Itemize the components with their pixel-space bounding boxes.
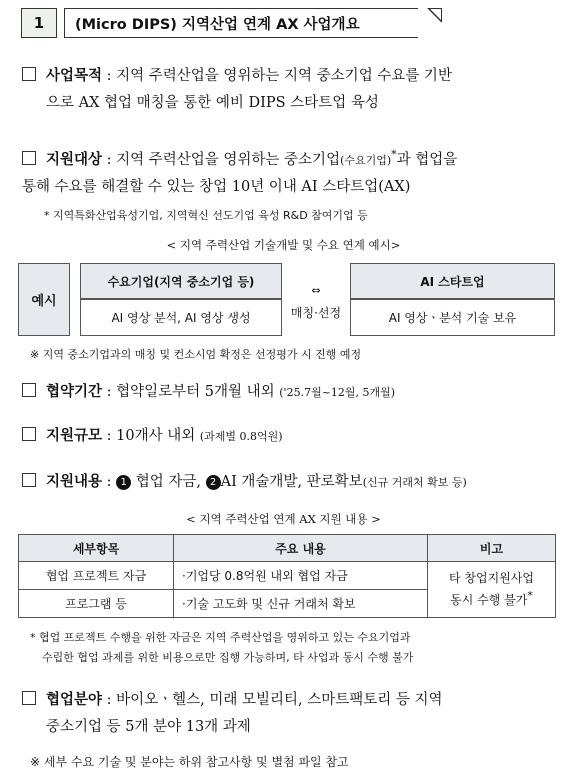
checkbox-icon	[22, 383, 36, 397]
target-footnote: * 지역특화산업육성기업, 지역혁신 선도기업 육성 R&D 참여기업 등	[44, 209, 368, 222]
swap-arrow-icon: ⇔	[311, 284, 321, 297]
field-line2: 중소기업 등 5개 분야 13개 과제	[46, 719, 251, 735]
scale-paragraph: 지원규모 : 10개사 내외 (과제별 0.8억원)	[22, 423, 557, 450]
field-note: ※ 세부 수요 기술 및 분야는 하위 참고사항 및 별첨 파일 참고	[30, 755, 349, 769]
section-number: 1	[21, 8, 57, 38]
checkbox-icon	[22, 473, 36, 487]
checkbox-icon	[22, 427, 36, 441]
table-row	[19, 562, 556, 590]
demand-company-body: AI 영상 분석, AI 영상 생성	[80, 299, 282, 336]
folded-corner-icon	[418, 8, 442, 38]
table-cell-item: 협업 프로젝트 자금	[19, 562, 174, 590]
content-paragraph: 지원내용 : 1 협업 자금, 2 AI 개술개발, 판로확보(신규 거래처 확보 등)	[22, 469, 557, 496]
table-cell-item: 프로그램 등	[19, 590, 174, 618]
matching-label: 매칭·선정	[290, 306, 342, 320]
checkbox-icon	[22, 67, 36, 81]
target-label: 지원대상	[46, 151, 103, 168]
content-caption: < 지역 주력산업 연계 AX 지원 내용 >	[186, 512, 381, 526]
example-note: ※ 지역 중소기업과의 매칭 및 컨소시엄 확정은 선정평가 시 진행 예정	[30, 348, 362, 361]
field-label: 협업분야	[46, 692, 103, 708]
section-title-text: (Micro DIPS) 지역산업 연계 AX 사업개요	[75, 16, 360, 33]
content-footnote: * 협업 프로젝트 수행을 위한 자금은 지역 주력산업을 영위하고 있는 수요기업과 수립한 협업 과제를 위한 비용으로만 집행 가능하며, 타 사업과 동시 수행 불가	[30, 631, 414, 664]
section-title	[64, 8, 442, 38]
table-cell-detail: ·기업당 0.8억원 내외 협업 자금	[174, 562, 428, 590]
table-header-row	[19, 535, 556, 562]
period-paragraph: 협약기간 : 협약일로부터 5개월 내외 ('25.7월~12월, 5개월)	[22, 379, 557, 406]
checkbox-icon	[22, 151, 36, 165]
scale-label: 지원규모	[46, 428, 103, 444]
support-content-table	[18, 534, 556, 618]
table-header-cell: 세부항목	[19, 535, 174, 562]
demand-company-header: 수요기업(지역 중소기업 등)	[80, 263, 282, 299]
target-line2: 통해 수요를 해결할 수 있는 창업 10년 이내 AI 스타트업(AX)	[22, 178, 411, 195]
purpose-paragraph: 사업목적 : 지역 주력산업을 영위하는 지역 중소기업 수요를 기반 으로 AX 협업 매칭을 통한 예비 DIPS 스타트업 육성	[22, 63, 557, 117]
purpose-label: 사업목적	[46, 68, 103, 84]
circle-number-1-icon: 1	[116, 475, 131, 490]
period-label: 협약기간	[46, 384, 103, 400]
field-paragraph: 협업분야 : 바이오ㆍ헬스, 미래 모빌리티, 스마트팩토리 등 지역 중소기업 등 5개 분야 13개 과제	[22, 687, 557, 741]
checkbox-icon	[22, 691, 36, 705]
purpose-line2: 으로 AX 협업 매칭을 통한 예비 DIPS 스타트업 육성	[46, 95, 379, 111]
ai-startup-header: AI 스타트업	[350, 263, 555, 299]
example-caption: < 지역 주력산업 기술개발 및 수요 연계 예시>	[166, 238, 401, 252]
table-cell-detail: ·기술 고도화 및 신규 거래처 확보	[174, 590, 428, 618]
purpose-line1: 지역 주력산업을 영위하는 지역 중소기업 수요를 기반	[116, 68, 452, 84]
target-paragraph: 지원대상 : 지역 주력산업을 영위하는 중소기업(수요기업)*과 협업을 통해 수요를 해결할 수 있는 창업 10년 이내 AI 스타트업(AX)	[22, 141, 557, 201]
table-cell-remark: 타 창업지원사업 동시 수행 불가*	[428, 562, 556, 618]
ai-startup-body: AI 영상ㆍ분석 기술 보유	[350, 299, 555, 336]
field-line1: 바이오ㆍ헬스, 미래 모빌리티, 스마트팩토리 등 지역	[116, 692, 443, 708]
circle-number-2-icon: 2	[206, 475, 221, 490]
table-header-cell: 주요 내용	[174, 535, 428, 562]
content-label: 지원내용	[46, 474, 103, 490]
example-row-label: 예시	[18, 263, 70, 336]
table-header-cell: 비고	[428, 535, 556, 562]
